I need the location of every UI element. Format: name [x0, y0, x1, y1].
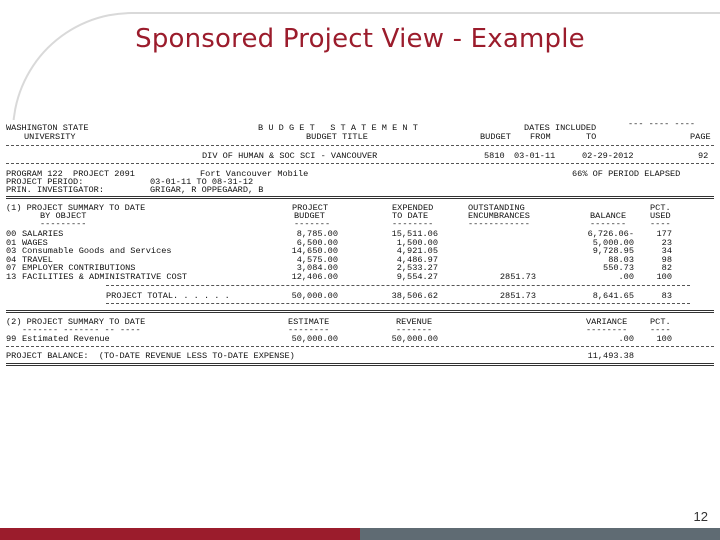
- row-budget: 14,650.00: [291, 246, 338, 257]
- report-header-title: B U D G E T S T A T E M E N T: [258, 123, 418, 133]
- row-expended: 1,500.00: [396, 237, 438, 248]
- report-header-from: FROM: [530, 132, 551, 142]
- division-page: 92: [698, 151, 709, 161]
- total-balance: 8,641.65: [592, 291, 634, 301]
- row-code: 01: [6, 237, 17, 248]
- slide-title: Sponsored Project View - Example: [135, 24, 585, 54]
- footer-bar-gray: [360, 528, 720, 540]
- col-encumbrances: ENCUMBRANCES: [468, 211, 530, 221]
- row-expended: 4,486.97: [396, 254, 438, 265]
- row-pct: 23: [661, 237, 672, 248]
- report-header-org: WASHINGTON STATE: [6, 123, 89, 133]
- project-balance-value: 11,493.38: [587, 351, 634, 361]
- row-name: TRAVEL: [22, 254, 53, 265]
- budget-statement-report: [6, 120, 718, 376]
- col-pct2-underline: ----: [650, 325, 671, 335]
- row-code: 07: [6, 263, 17, 274]
- row-balance: 550.73: [603, 263, 634, 274]
- revenue-row-variance: .00: [618, 334, 634, 344]
- page-number: 12: [693, 509, 708, 524]
- divider: [6, 163, 714, 164]
- divider: [6, 346, 714, 347]
- project-balance-label: PROJECT BALANCE: (TO-DATE REVENUE LESS TO-DATE EXPENSE): [6, 351, 295, 361]
- row-budget: 4,575.00: [296, 254, 338, 265]
- row-expended: 4,921.05: [396, 246, 438, 257]
- col-revenue-underline: -------: [396, 325, 433, 335]
- report-header-corner: --- ---- ----: [628, 119, 696, 129]
- double-divider: [6, 363, 714, 366]
- divider: [6, 145, 714, 146]
- row-code: 03: [6, 246, 17, 257]
- row-balance: .00: [618, 272, 634, 282]
- double-divider: [6, 310, 714, 313]
- col-expended-underline: --------: [392, 219, 434, 229]
- pi-label: PRIN. INVESTIGATOR:: [6, 185, 104, 195]
- row-name: WAGES: [22, 237, 48, 248]
- division-from-date: 03-01-11: [514, 151, 556, 161]
- row-code: 13: [6, 272, 17, 282]
- row-name: SALARIES: [22, 229, 64, 239]
- row-budget: 6,500.00: [296, 237, 338, 248]
- row-budget: 3,084.00: [296, 263, 338, 274]
- section2-title: (2) PROJECT SUMMARY TO DATE: [6, 317, 146, 327]
- division-name: DIV OF HUMAN & SOC SCI - VANCOUVER: [202, 151, 378, 161]
- project-period-label: PROJECT PERIOD:: [6, 177, 84, 187]
- footer-bar-red: [0, 528, 360, 540]
- row-pct: 34: [661, 246, 672, 257]
- total-expended: 38,506.62: [391, 291, 438, 301]
- revenue-row-name: Estimated Revenue: [22, 334, 110, 344]
- row-code: 04: [6, 254, 17, 265]
- row-balance: 9,728.95: [592, 246, 634, 257]
- report-header-budget: BUDGET: [480, 132, 511, 142]
- row-balance: 88.03: [608, 254, 634, 265]
- row-code: 00: [6, 229, 17, 239]
- row-name: EMPLOYER CONTRIBUTIONS: [22, 263, 136, 274]
- col-pct2: PCT.: [650, 317, 671, 327]
- col-variance: VARIANCE: [586, 317, 628, 327]
- col-estimate: ESTIMATE: [288, 317, 330, 327]
- col-budget: BUDGET: [294, 211, 325, 221]
- row-balance: 5,000.00: [592, 237, 634, 248]
- divider: [106, 303, 690, 304]
- revenue-row-estimate: 50,000.00: [291, 334, 338, 344]
- report-header-to: TO: [586, 132, 597, 142]
- col-project: PROJECT: [292, 203, 329, 213]
- col-variance-underline: --------: [586, 325, 628, 335]
- program-project-id: PROGRAM 122 PROJECT 2091: [6, 169, 135, 179]
- row-expended: 9,554.27: [396, 272, 438, 282]
- row-expended: 2,533.27: [396, 263, 438, 274]
- row-pct: 98: [661, 254, 672, 265]
- row-pct: 177: [656, 229, 672, 239]
- row-budget: 12,406.00: [291, 272, 338, 282]
- project-period-value: 03-01-11 TO 08-31-12: [150, 177, 254, 187]
- col-by-object-underline: ---------: [40, 219, 87, 229]
- revenue-row-revenue: 50,000.00: [391, 334, 438, 344]
- row-name: Consumable Goods and Services: [22, 246, 172, 257]
- col-used: USED: [650, 211, 671, 221]
- division-budget: 5810: [484, 151, 505, 161]
- total-budget: 50,000.00: [291, 291, 338, 301]
- revenue-row-code: 99: [6, 334, 17, 344]
- col-balance: BALANCE: [590, 211, 627, 221]
- project-title: Fort Vancouver Mobile: [200, 169, 309, 179]
- col-by-object: BY OBJECT: [40, 211, 87, 221]
- total-pct: 83: [661, 291, 672, 301]
- period-elapsed: 66% OF PERIOD ELAPSED: [572, 169, 681, 179]
- col-to-date: TO DATE: [392, 211, 429, 221]
- report-header-page: PAGE: [690, 132, 711, 142]
- section2-underline: ------- ------- -- ----: [22, 325, 141, 335]
- revenue-row-pct: 100: [656, 334, 672, 344]
- report-header-university: UNIVERSITY: [24, 132, 76, 142]
- row-name: FACILITIES & ADMINISTRATIVE COST: [22, 272, 188, 282]
- col-pct-underline: ----: [650, 219, 671, 229]
- divider: [106, 285, 690, 286]
- col-revenue: REVENUE: [396, 317, 433, 327]
- col-outstanding: OUTSTANDING: [468, 203, 525, 213]
- section1-title: (1) PROJECT SUMMARY TO DATE: [6, 203, 146, 213]
- row-balance: 6,726.06-: [587, 229, 634, 239]
- row-pct: 82: [661, 263, 672, 274]
- project-total-label: PROJECT TOTAL. . . . . .: [106, 291, 230, 301]
- col-estimate-underline: --------: [288, 325, 330, 335]
- report-header-budget-title: BUDGET TITLE: [306, 132, 368, 142]
- col-expended: EXPENDED: [392, 203, 434, 213]
- report-header-dates: DATES INCLUDED: [524, 123, 597, 133]
- row-encumbrance: 2851.73: [499, 272, 536, 282]
- col-pct: PCT.: [650, 203, 671, 213]
- pi-value: GRIGAR, R OPPEGAARD, B: [150, 185, 264, 195]
- division-to-date: 02-29-2012: [582, 151, 634, 161]
- col-balance-underline: -------: [590, 219, 627, 229]
- row-expended: 15,511.06: [391, 229, 438, 239]
- total-encumbrance: 2851.73: [499, 291, 536, 301]
- double-divider: [6, 196, 714, 199]
- row-budget: 8,785.00: [296, 229, 338, 239]
- row-pct: 100: [656, 272, 672, 282]
- col-encumbrances-underline: ------------: [468, 219, 530, 229]
- col-budget-underline: -------: [294, 219, 331, 229]
